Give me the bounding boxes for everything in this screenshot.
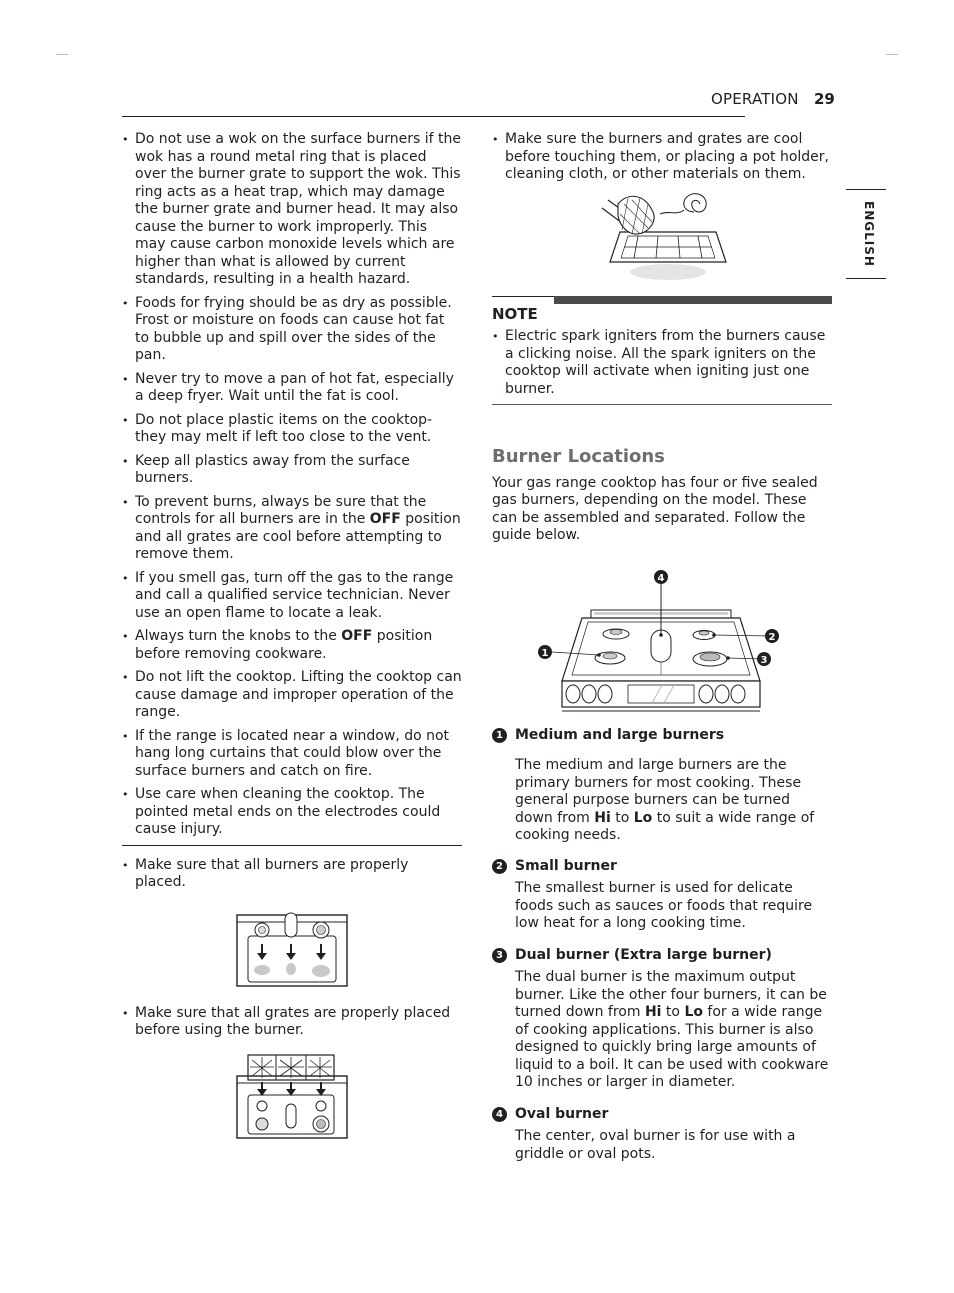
text-run: for a wide range of cooking applications. This burner is also designed to quickly bring large amounts of liquid to a boil. It can be used with cookware 10 inches or larger in diameter. <box>515 1004 829 1090</box>
burner-item-title <box>492 727 832 745</box>
bold-text: Hi <box>644 1004 662 1020</box>
list-item: • Do not place plastic items on the cooktop- they may melt if left too close to the vent. <box>122 412 462 447</box>
note-bar-thin <box>492 296 554 297</box>
text-run: position before removing cookware. <box>135 628 433 662</box>
bold-text: OFF <box>369 511 401 527</box>
cool-check-list <box>492 131 832 184</box>
item-title-text: Small burner <box>515 857 617 874</box>
burner-item-description <box>492 969 832 1092</box>
list-item: • Make sure the burners and grates are cool before touching them, or placing a pot holder, cleaning cloth, or other materials on them. <box>492 131 832 184</box>
list-item: • Do not use a wok on the surface burners if the wok has a round metal ring that is placed over the burner grate to support the wok. This ring acts as a heat trap, which may damage the burner grate and burner head. It may also cause the burner to work improperly. This may cause carbon monoxide levels which are higher than what is allowed by current standards, resulting in a health hazard. <box>122 131 462 289</box>
burner-item-dual <box>492 947 832 1092</box>
header-rule <box>122 116 745 117</box>
item-number-badge: 3 <box>492 948 507 963</box>
grates-placement-illustration <box>236 1054 348 1140</box>
list-item: • Use care when cleaning the cooktop. The pointed metal ends on the electrodes could cause injury. <box>122 786 462 839</box>
callout-number: 1 <box>541 647 549 659</box>
item-number-badge: 2 <box>492 859 507 874</box>
list-item: • Make sure that all grates are properly placed before using the burner. <box>122 1005 462 1040</box>
item-title-text: Dual burner (Extra large burner) <box>515 946 772 963</box>
cooktop-burner-diagram <box>532 569 776 719</box>
burner-item-description: The center, oval burner is for use with a griddle or oval pots. <box>515 1128 796 1162</box>
list-item: • Make sure that all burners are properly placed. <box>122 857 462 892</box>
burner-item-oval <box>492 1106 832 1164</box>
list-item <box>122 628 462 663</box>
list-item <box>122 494 462 564</box>
bold-text: Lo <box>633 809 653 826</box>
burner-item-medium-large <box>492 727 832 845</box>
burners-placement-illustration <box>236 912 348 987</box>
note-title: NOTE <box>492 304 538 323</box>
callout-number: 3 <box>760 654 768 666</box>
text-run: to <box>661 1004 685 1020</box>
list-item: • If you smell gas, turn off the gas to the range and call a qualified service technician. Never use an open flame to locate a leak. <box>122 570 462 623</box>
crop-mark <box>886 54 898 55</box>
bold-text: Lo <box>684 1004 703 1020</box>
list-item: • Keep all plastics away from the surface burners. <box>122 453 462 488</box>
item-title-text: Oval burner <box>515 1105 609 1122</box>
burner-item-description: The smallest burner is used for delicate foods such as sauces or foods that require low heat for a long cooking time. <box>515 880 813 931</box>
left-column <box>122 131 462 1140</box>
text-run: The dual burner is the maximum output burner. Like the other four burners, it can be turned down from <box>515 969 827 1020</box>
divider <box>122 845 462 846</box>
grate-check-list <box>122 1005 462 1040</box>
text-run: to <box>610 809 634 826</box>
section-title: OPERATION <box>711 90 799 108</box>
item-number-badge: 1 <box>492 728 507 743</box>
language-tab-label: ENGLISH <box>862 201 876 267</box>
right-column <box>492 131 832 1163</box>
bold-text: OFF <box>341 628 373 644</box>
item-number-badge: 4 <box>492 1107 507 1122</box>
safety-list <box>122 131 462 839</box>
list-item: • Do not lift the cooktop. Lifting the cooktop can cause damage and improper operation of the range. <box>122 669 462 722</box>
pot-holder-illustration <box>598 190 734 286</box>
burner-item-description <box>492 757 832 845</box>
burner-locations-heading: Burner Locations <box>492 446 665 467</box>
text-run: Always turn the knobs to the <box>135 628 342 644</box>
burner-locations-intro: Your gas range cooktop has four or five sealed gas burners, depending on the model. These can be assembled and separated. Follow the guide below. <box>492 474 818 543</box>
note-bottom-rule <box>492 404 832 405</box>
note-bar <box>492 296 832 304</box>
bold-text: Hi <box>594 809 611 826</box>
burner-item-title <box>492 947 832 965</box>
text-run: position and all grates are cool before attempting to remove them. <box>135 511 461 562</box>
crop-mark <box>56 54 68 55</box>
list-item: • If the range is located near a window, do not hang long curtains that could blow over the surface burners and catch on fire. <box>122 728 462 781</box>
burner-item-title <box>492 1106 832 1124</box>
callout-number: 2 <box>768 631 776 643</box>
text-run: to suit a wide range of cooking needs. <box>515 809 815 843</box>
text-run: To prevent burns, always be sure that the controls for all burners are in the <box>135 493 427 527</box>
item-title-text: Medium and large burners <box>515 726 725 743</box>
text-run: The medium and large burners are the primary burners for most cooking. These general purpose burners can be turned down from <box>515 757 802 826</box>
burner-item-small <box>492 858 832 933</box>
note-bar-thick <box>554 296 832 304</box>
callout-number: 4 <box>657 572 665 584</box>
burner-item-title <box>492 858 832 876</box>
list-item: • Electric spark igniters from the burners cause a clicking noise. All the spark igniters on the cooktop will activate when igniting just one burner. <box>492 328 832 398</box>
list-item: • Foods for frying should be as dry as possible. Frost or moisture on foods can cause hot fat to bubble up and spill over the sides of the pan. <box>122 295 462 365</box>
note-list <box>492 328 832 398</box>
list-item: • Never try to move a pan of hot fat, especially a deep fryer. Wait until the fat is cool. <box>122 371 462 406</box>
page-number: 29 <box>814 90 835 108</box>
burner-check-list <box>122 857 462 892</box>
